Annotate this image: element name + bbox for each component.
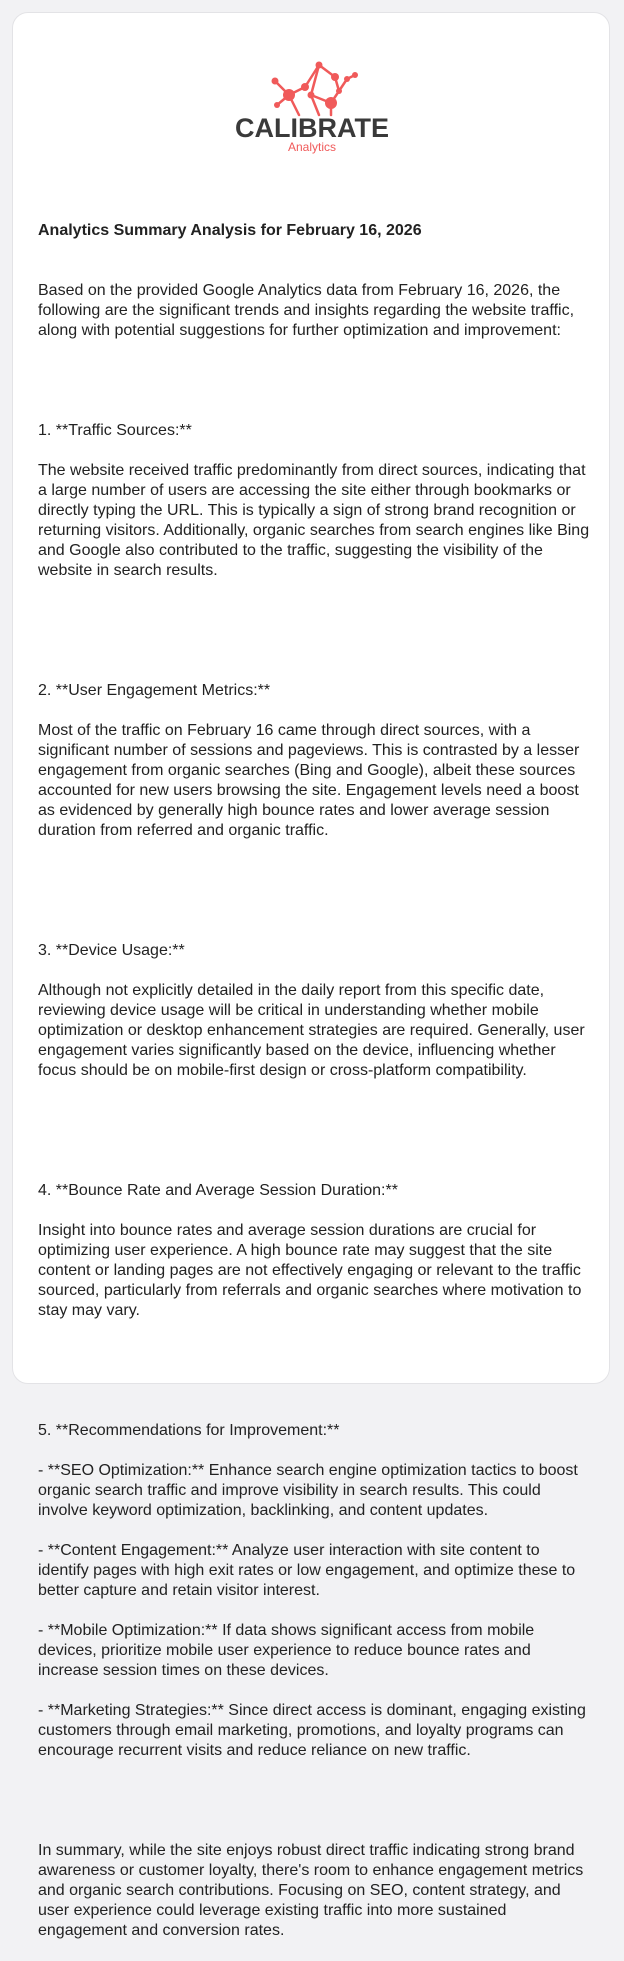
report-content [38,201,590,1961]
section-heading: 2. **User Engagement Metrics:** [38,682,271,699]
brand-logo [13,51,611,161]
section-heading: 5. **Recommendations for Improvement:** [38,1422,340,1439]
section-device-usage [38,921,590,1101]
recommendation-item: - **Marketing Strategies:** Since direct access is dominant, engaging existing customers through email marketing, promotions, and loyalty programs can encourage recurrent visits and reduce reliance on new traffic. [38,1702,586,1759]
brand-name: CALIBRATE [235,113,389,143]
recommendation-item: - **SEO Optimization:** Enhance search engine optimization tactics to boost organic search traffic and improve visibility in search results. This could involve keyword optimization, backlinking, and content updates. [38,1462,578,1519]
section-body: Although not explicitly detailed in the daily report from this specific date, reviewing device usage will be critical in understanding whether mobile optimization or desktop enhancement strategies are required. Generally, user engagement varies significantly based on the device, influencing whether focus should be on mobile-first design or cross-platform compatibility. [38,982,585,1079]
section-bounce-rate [38,1161,590,1341]
section-heading: 1. **Traffic Sources:** [38,422,192,439]
report-summary: In summary, while the site enjoys robust direct traffic indicating strong brand awareness or customer loyalty, there's room to enhance engagement metrics and organic search contributions. Focusing on SEO, content strategy, and user experience could leverage existing traffic into more sustained engagement and conversion rates. [38,1842,584,1939]
section-traffic-sources [38,401,590,601]
network-logo-icon [227,51,397,155]
section-heading: 3. **Device Usage:** [38,942,185,959]
section-body: Insight into bounce rates and average session durations are crucial for optimizing user experience. A high bounce rate may suggest that the site content or landing pages are not effectively engaging or relevant to the traffic sourced, particularly from referrals and organic searches where motivation to stay may vary. [38,1222,582,1319]
section-body: Most of the traffic on February 16 came through direct sources, with a significant number of sessions and pageviews. This is contrasted by a lesser engagement from organic searches (Bing and Google), albeit these sources accounted for new users browsing the site. Engagement levels need a boost as evidenced by generally high bounce rates and lower average session duration from referred and organic traffic. [38,722,580,839]
recommendation-item: - **Content Engagement:** Analyze user interaction with site content to identify pages with high exit rates or low engagement, and optimize these to better capture and retain visitor interest. [38,1542,576,1599]
brand-subtitle: Analytics [287,140,337,154]
section-recommendations [38,1401,590,1781]
section-user-engagement [38,661,590,861]
section-heading: 4. **Bounce Rate and Average Session Duration:** [38,1182,398,1199]
recommendation-item: - **Mobile Optimization:** If data shows significant access from mobile devices, prioritize mobile user experience to reduce bounce rates and increase session times on these devices. [38,1622,535,1679]
section-body: The website received traffic predominantly from direct sources, indicating that a large number of users are accessing the site either through bookmarks or directly typing the URL. This is typically a sign of strong brand recognition or returning visitors. Additionally, organic searches from search engines like Bing and Google also contributed to the traffic, suggesting the visibility of the website in search results. [38,462,590,579]
report-card [12,12,610,1939]
report-intro: Based on the provided Google Analytics data from February 16, 2026, the following are the significant trends and insights regarding the website traffic, along with potential suggestions for further optimization and improvement: [38,282,575,339]
report-title: Analytics Summary Analysis for February 16, 2026 [38,222,422,239]
